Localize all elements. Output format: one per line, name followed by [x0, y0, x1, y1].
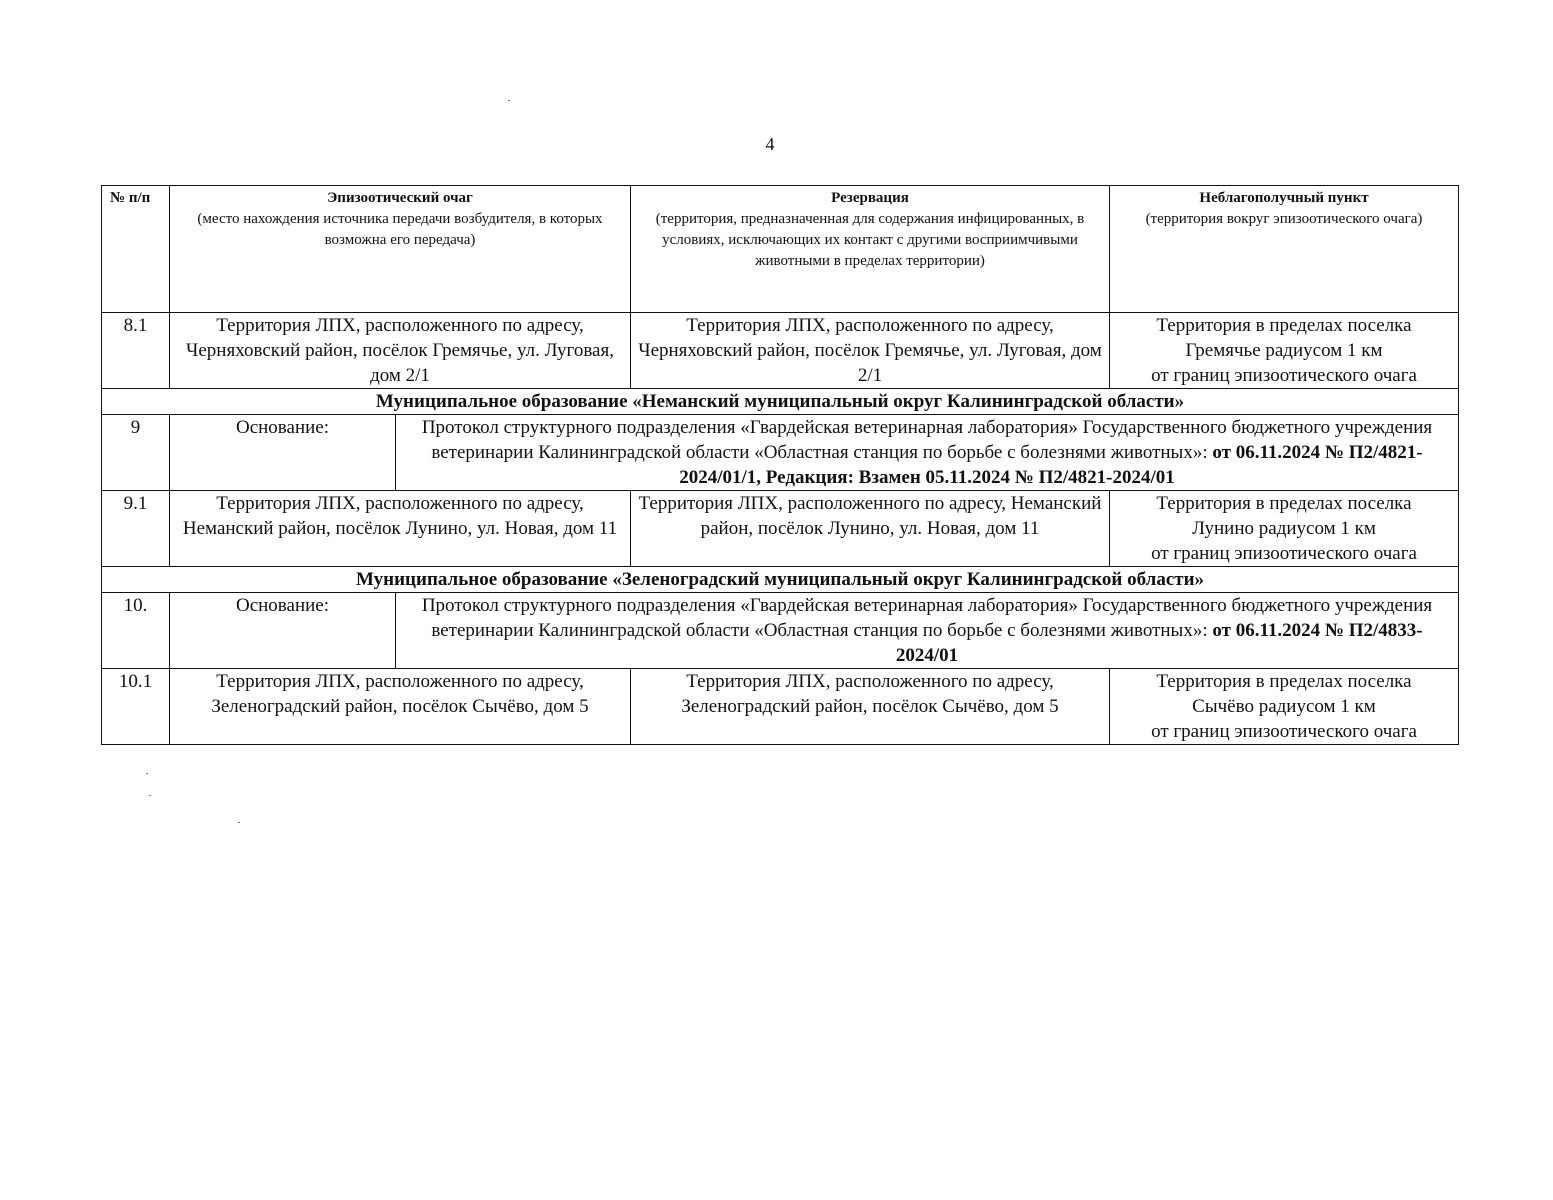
scan-speck [146, 773, 148, 774]
point-line: от границ эпизоотического очага [1151, 721, 1417, 742]
header-point [1110, 186, 1459, 313]
row-point [1110, 313, 1459, 389]
header-focus [170, 186, 631, 313]
point-line: Территория в пределах поселка [1156, 493, 1412, 514]
row-number: 9 [102, 415, 170, 491]
row-number: 9.1 [102, 491, 170, 567]
point-line: Сычёво радиусом 1 км [1192, 696, 1376, 717]
basis-reference: от 06.11.2024 № П2/4821-2024/01/1, Редакция: Взамен 05.11.2024 № П2/4821-2024/01 [679, 442, 1423, 488]
scan-speck [238, 822, 240, 823]
table-header-row [102, 186, 1459, 313]
header-point-desc: (территория вокруг эпизоотического очага) [1145, 211, 1423, 227]
municipal-row [102, 567, 1459, 593]
header-focus-desc: (место нахождения источника передачи возбудителя, в которых возможна его передача) [197, 211, 603, 248]
point-line: от границ эпизоотического очага [1151, 365, 1417, 386]
point-line: от границ эпизоотического очага [1151, 543, 1417, 564]
row-point [1110, 669, 1459, 745]
municipal-heading: Муниципальное образование «Неманский муниципальный округ Калининградской области» [102, 389, 1459, 415]
row-reservation: Территория ЛПХ, расположенного по адресу, Черняховский район, посёлок Гремячье, ул. Луговая, дом 2/1 [631, 313, 1110, 389]
row-number: 10. [102, 593, 170, 669]
row-reservation: Территория ЛПХ, расположенного по адресу, Неманский район, посёлок Лунино, ул. Новая, дом 11 [631, 491, 1110, 567]
basis-label: Основание: [170, 593, 396, 669]
point-line: Территория в пределах поселка [1156, 315, 1412, 336]
basis-row [102, 415, 1459, 491]
row-point [1110, 491, 1459, 567]
epizootic-table [101, 185, 1459, 745]
point-line: Гремячье радиусом 1 км [1185, 340, 1383, 361]
scan-speck [149, 795, 151, 796]
basis-protocol: Протокол структурного подразделения «Гвардейская ветеринарная лаборатория» Государственного бюджетного учреждения ветеринарии Калининградской области «Областная станция по борьбе с болезнями животных»: [421, 595, 1433, 641]
row-focus: Территория ЛПХ, расположенного по адресу, Неманский район, посёлок Лунино, ул. Новая, дом 11 [170, 491, 631, 567]
header-focus-title: Эпизоотический очаг [327, 190, 473, 206]
point-line: Территория в пределах поселка [1156, 671, 1412, 692]
table-row [102, 491, 1459, 567]
row-number: 8.1 [102, 313, 170, 389]
row-reservation: Территория ЛПХ, расположенного по адресу, Зеленоградский район, посёлок Сычёво, дом 5 [631, 669, 1110, 745]
header-num: № п/п [102, 186, 170, 313]
basis-row [102, 593, 1459, 669]
basis-protocol: Протокол структурного подразделения «Гвардейская ветеринарная лаборатория» Государственного бюджетного учреждения ветеринарии Калининградской области «Областная станция по борьбе с болезнями животных»: [421, 417, 1433, 463]
municipal-heading: Муниципальное образование «Зеленоградский муниципальный округ Калининградской области» [102, 567, 1459, 593]
basis-label: Основание: [170, 415, 396, 491]
header-reservation-title: Резервация [831, 190, 909, 206]
header-reservation [631, 186, 1110, 313]
header-point-title: Неблагополучный пункт [1199, 190, 1369, 206]
basis-reference: от 06.11.2024 № П2/4833-2024/01 [895, 620, 1423, 666]
row-focus: Территория ЛПХ, расположенного по адресу, Черняховский район, посёлок Гремячье, ул. Луговая, дом 2/1 [170, 313, 631, 389]
page-number: 4 [765, 134, 775, 154]
scan-speck [508, 100, 510, 101]
row-focus: Территория ЛПХ, расположенного по адресу, Зеленоградский район, посёлок Сычёво, дом 5 [170, 669, 631, 745]
header-reservation-desc: (территория, предназначенная для содержания инфицированных, в условиях, исключающих их контакт с другими восприимчивыми животными в пределах территории) [655, 211, 1085, 269]
basis-text [396, 593, 1459, 669]
table-row [102, 313, 1459, 389]
basis-text [396, 415, 1459, 491]
row-number: 10.1 [102, 669, 170, 745]
point-line: Лунино радиусом 1 км [1192, 518, 1376, 539]
municipal-row [102, 389, 1459, 415]
table-row [102, 669, 1459, 745]
